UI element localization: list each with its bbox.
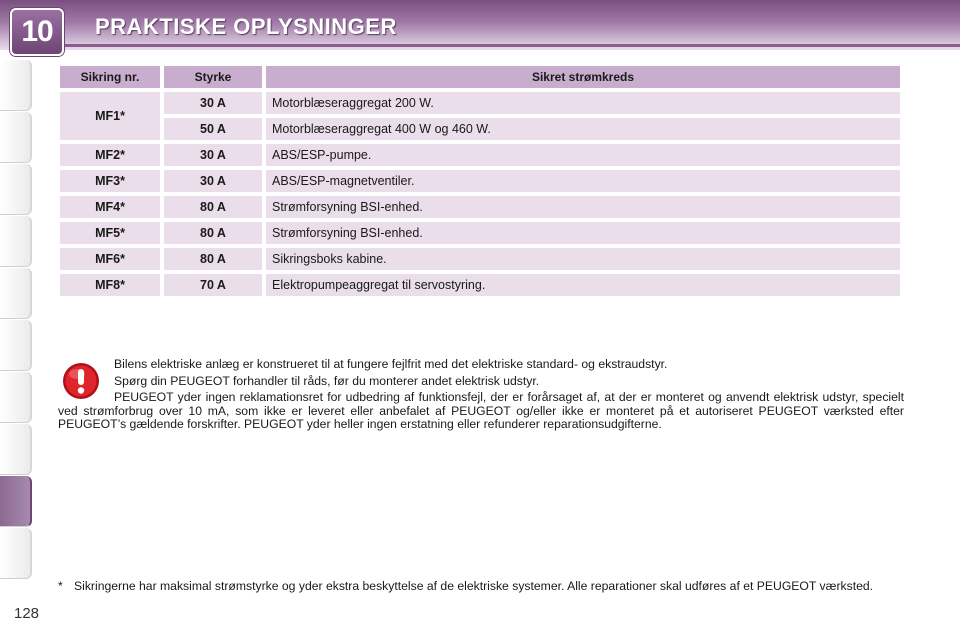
chapter-tab[interactable] xyxy=(0,528,32,579)
column-header-circuit: Sikret strømkreds xyxy=(266,66,900,88)
circuit-cell: Strømforsyning BSI-enhed. xyxy=(266,196,900,218)
circuit-cell: Strømforsyning BSI-enhed. xyxy=(266,222,900,244)
warning-text xyxy=(58,358,904,435)
warning-paragraph: Spørg din PEUGEOT forhandler til råds, før du monterer andet elektrisk udstyr. xyxy=(114,373,540,388)
fuse-cell: MF5* xyxy=(60,222,160,244)
circuit-cell: ABS/ESP-pumpe. xyxy=(266,144,900,166)
page-title: PRAKTISKE OPLYSNINGER xyxy=(95,14,397,39)
table-row xyxy=(60,170,900,192)
chapter-tab[interactable] xyxy=(0,112,32,163)
table-row xyxy=(60,144,900,166)
amperage-cell: 50 A xyxy=(164,118,262,140)
fuse-cell: MF4* xyxy=(60,196,160,218)
column-header-fuse: Sikring nr. xyxy=(60,66,160,88)
circuit-cell: Sikringsboks kabine. xyxy=(266,248,900,270)
amperage-cell: 30 A xyxy=(164,170,262,192)
amperage-cell: 30 A xyxy=(164,92,262,114)
warning-paragraph: Bilens elektriske anlæg er konstrueret til at fungere fejlfrit med det elektriske standard- og ekstraudstyr. xyxy=(114,357,668,371)
circuit-cell: Motorblæseraggregat 400 W og 460 W. xyxy=(266,118,900,140)
fuse-cell: MF3* xyxy=(60,170,160,192)
fuse-cell: MF1* xyxy=(60,92,160,140)
circuit-cell: Elektropumpeaggregat til servostyring. xyxy=(266,274,900,296)
chapter-tab[interactable] xyxy=(0,268,32,319)
amperage-cell: 80 A xyxy=(164,248,262,270)
circuit-cell: ABS/ESP-magnetventiler. xyxy=(266,170,900,192)
chapter-tabs xyxy=(0,60,34,580)
table-row xyxy=(60,92,900,114)
header-divider xyxy=(60,44,960,47)
chapter-tab-active[interactable] xyxy=(0,476,32,527)
fuse-cell: MF6* xyxy=(60,248,160,270)
column-header-amperage: Styrke xyxy=(164,66,262,88)
amperage-cell: 80 A xyxy=(164,222,262,244)
page-number: 128 xyxy=(14,605,40,622)
fuse-cell: MF2* xyxy=(60,144,160,166)
chapter-tab[interactable] xyxy=(0,216,32,267)
chapter-tab[interactable] xyxy=(0,320,32,371)
warning-paragraph: PEUGEOT yder ingen reklamationsret for udbedring af funktionsfejl, der er forårsaget af, at der er monteret og anvendt elektrisk udstyr, specielt ved strømforbrug over 10 mA, som ikke er leveret eller anbefalet af PEUGEOT og/eller ikke er monteret på et autoriseret PEUGEOT værksted efter PEUGEOT’s gældende forskrifter. PEUGEOT yder heller ingen erstatning eller refunderer reparationsudgifterne. xyxy=(58,390,904,431)
table-row xyxy=(60,118,900,140)
footnote-marker: * xyxy=(58,579,63,593)
chapter-tab[interactable] xyxy=(0,424,32,475)
chapter-badge: 10 xyxy=(10,8,64,56)
table-row xyxy=(60,274,900,296)
chapter-tab[interactable] xyxy=(0,60,32,111)
fuse-cell: MF8* xyxy=(60,274,160,296)
footnote-text: Sikringerne har maksimal strømstyrke og yder ekstra beskyttelse af de elektriske systemer. Alle reparationer skal udføres af et PEUGEOT værksted. xyxy=(74,579,874,593)
table-row xyxy=(60,222,900,244)
amperage-cell: 70 A xyxy=(164,274,262,296)
chapter-tab[interactable] xyxy=(0,164,32,215)
chapter-tab[interactable] xyxy=(0,372,32,423)
fuse-table xyxy=(56,62,904,300)
table-row xyxy=(60,248,900,270)
table-header-row xyxy=(60,66,900,88)
circuit-cell: Motorblæseraggregat 200 W. xyxy=(266,92,900,114)
amperage-cell: 80 A xyxy=(164,196,262,218)
table-row xyxy=(60,196,900,218)
footnote xyxy=(58,580,904,594)
amperage-cell: 30 A xyxy=(164,144,262,166)
